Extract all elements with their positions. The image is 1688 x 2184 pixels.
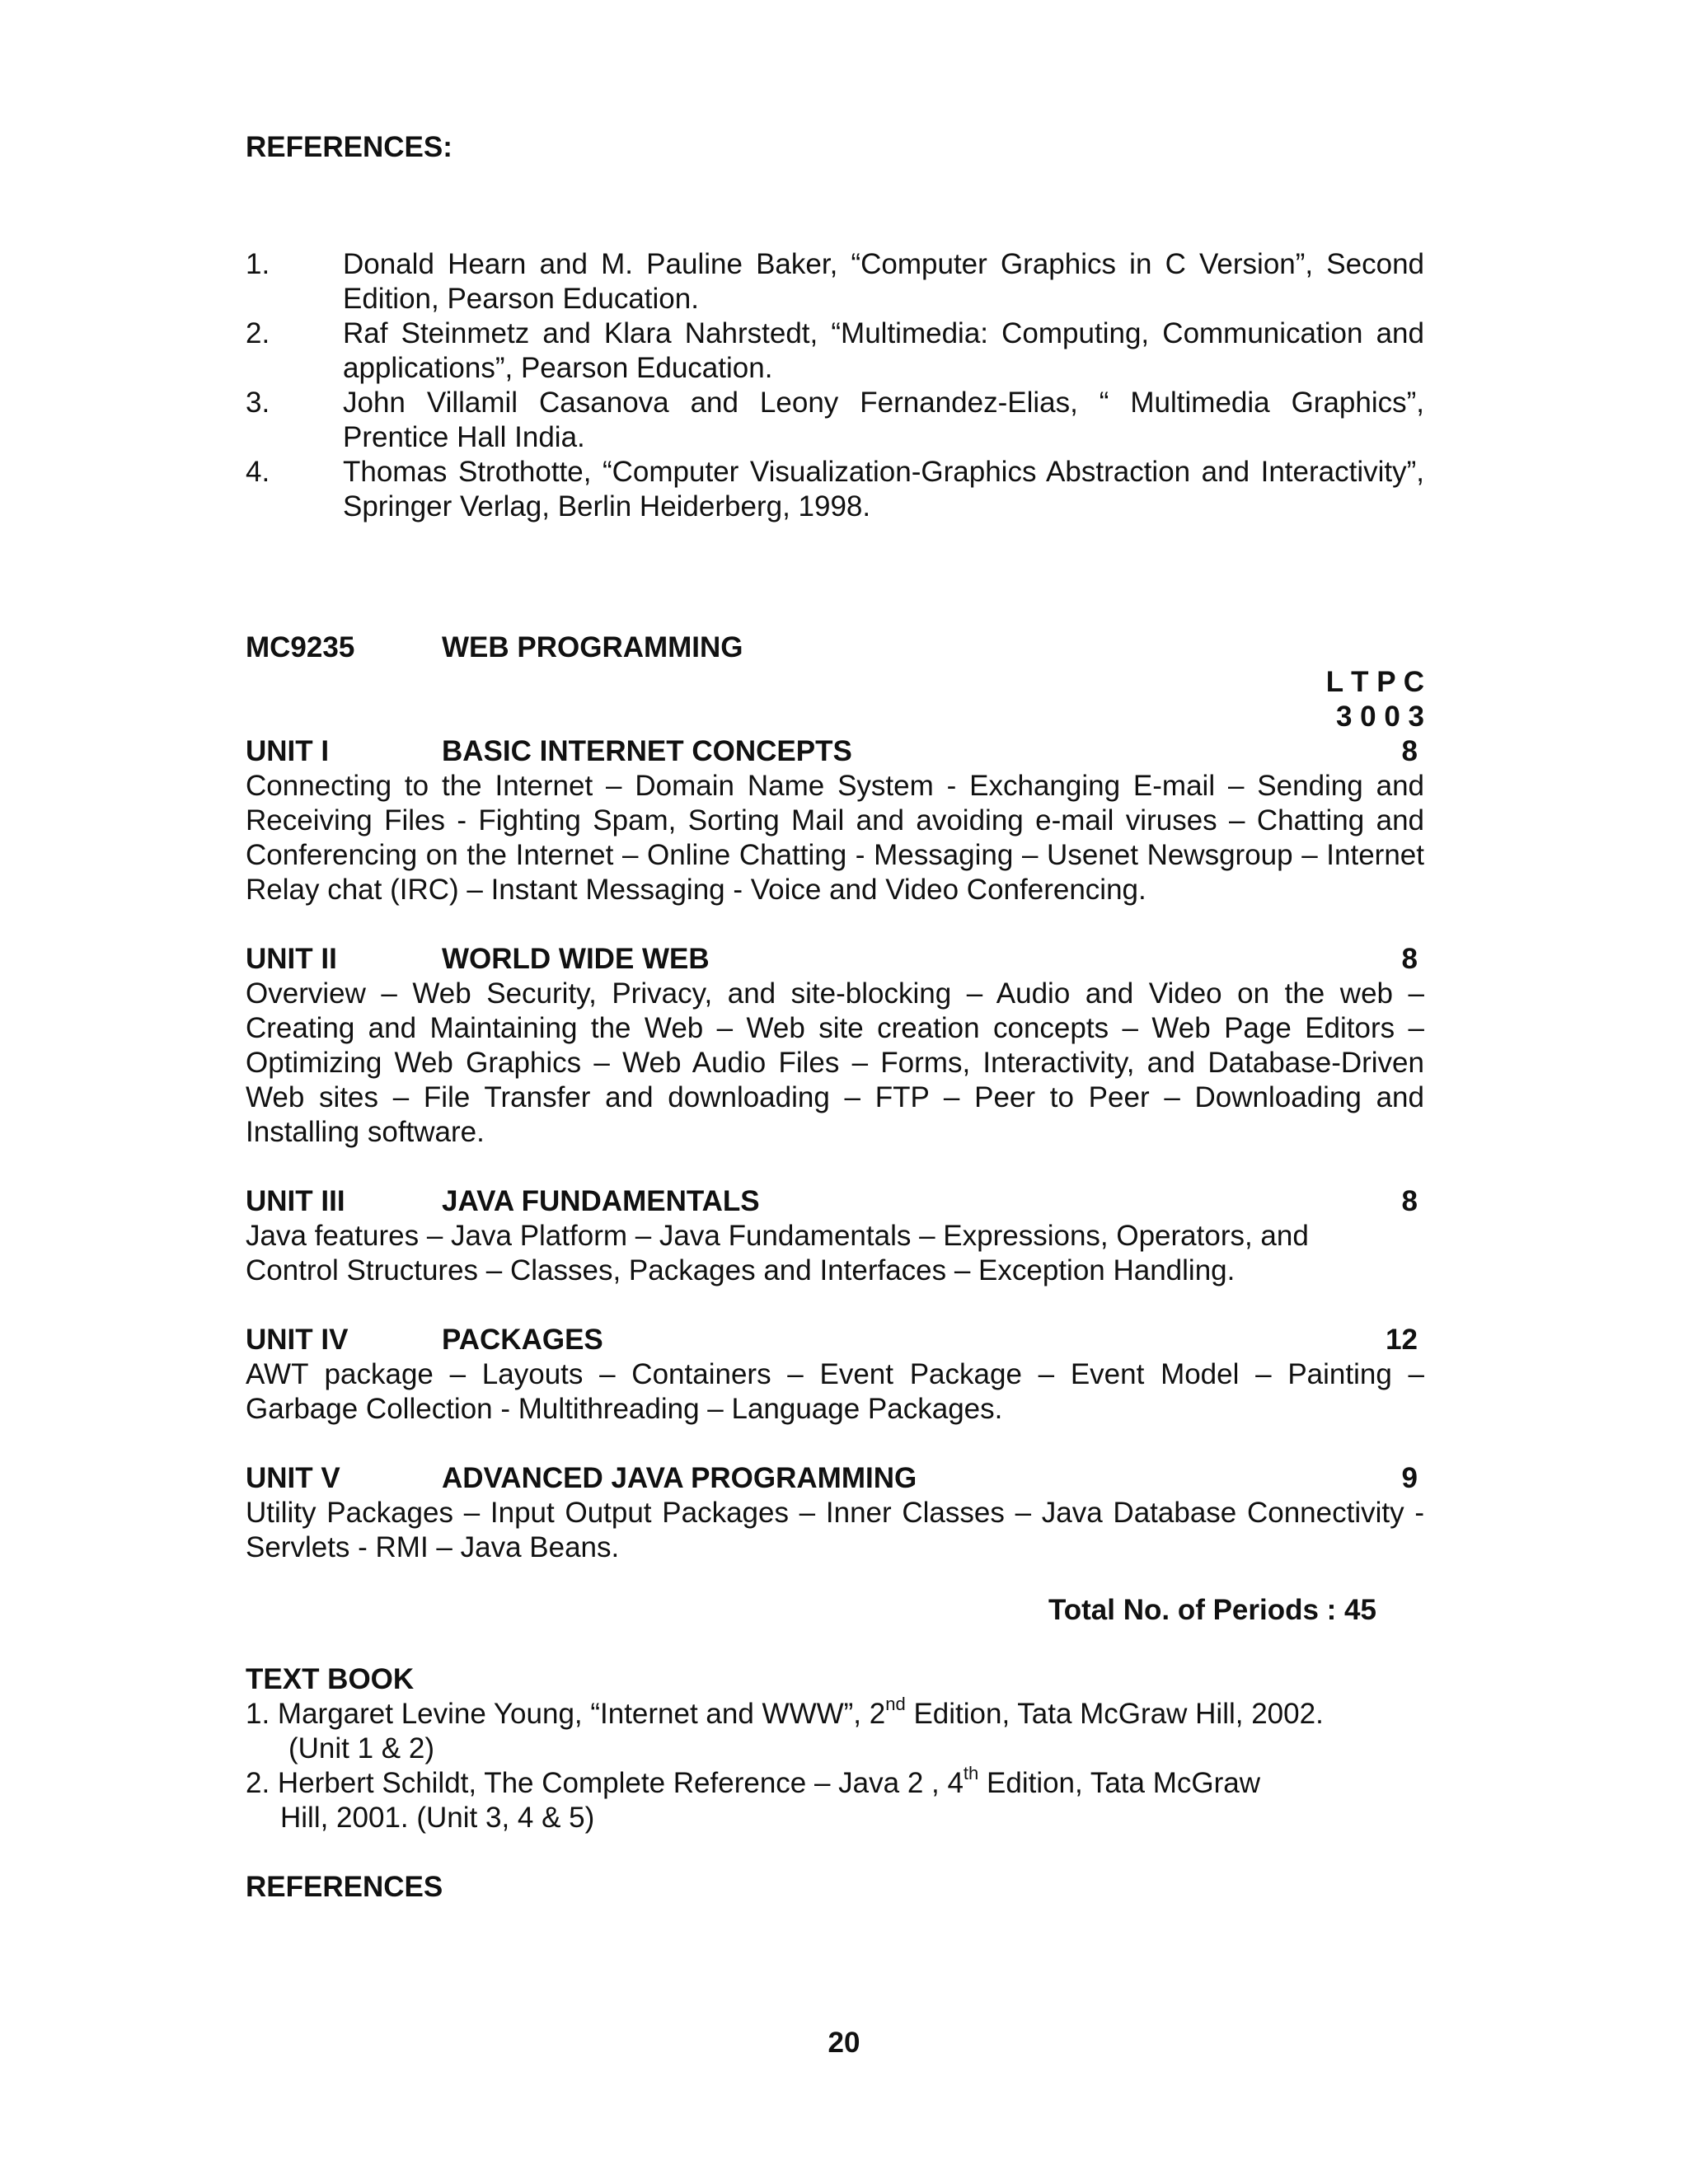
unit-body: Connecting to the Internet – Domain Name System - Exchanging E-mail – Sending and Receiving Files - Fighting Spam, Sorting Mail and avoiding e-mail viruses – Chatting and Conferencing on the Internet – Online Chatting - Messaging – Usenet Newsgroup – Internet Relay chat (IRC) – Instant Messaging - Voice and Video Conferencing. [246, 770, 1424, 906]
unit-section [246, 1461, 1424, 1565]
reference-number: 3. [246, 387, 270, 419]
reference-text: Thomas Strothotte, “Computer Visualization-Graphics Abstraction and Interactivity”, Springer Verlag, Berlin Heiderberg, 1998. [343, 456, 1424, 523]
unit-title: WORLD WIDE WEB [442, 943, 710, 975]
unit-hours: 12 [1386, 1324, 1418, 1356]
references-list [246, 247, 1424, 524]
course-code: MC9235 [246, 631, 355, 663]
unit-title: JAVA FUNDAMENTALS [442, 1185, 760, 1217]
text-book-text: 2. Herbert Schildt, The Complete Reference – Java 2 , 4 [246, 1767, 964, 1799]
ltpc-values: 3 0 0 3 [1335, 701, 1424, 733]
text-book-line [246, 1694, 1424, 1732]
unit-section [246, 1184, 1424, 1288]
unit-body: Overview – Web Security, Privacy, and site-blocking – Audio and Video on the web – Creating and Maintaining the Web – Web site creation concepts – Web Page Editors – Optimizing Web Graphics – Web Audio Files – Forms, Interactivity, and Database-Driven Web sites – File Transfer and downloading – FTP – Peer to Peer – Downloading and Installing software. [246, 977, 1424, 1148]
ltpc-label: L T P C [1325, 666, 1424, 698]
reference-item [246, 316, 1424, 386]
unit-number: UNIT IV [246, 1324, 349, 1356]
references-heading-bottom: REFERENCES [246, 1871, 443, 1903]
unit-title: PACKAGES [442, 1324, 603, 1356]
unit-hours: 9 [1401, 1462, 1418, 1494]
text-book-heading: TEXT BOOK [246, 1663, 415, 1695]
unit-heading [246, 1461, 1424, 1496]
unit-section [246, 942, 1424, 1150]
text-book-line: Hill, 2001. (Unit 3, 4 & 5) [280, 1802, 595, 1834]
unit-title: BASIC INTERNET CONCEPTS [442, 735, 852, 767]
text-book-line: (Unit 1 & 2) [288, 1732, 434, 1765]
reference-text: Donald Hearn and M. Pauline Baker, “Computer Graphics in C Version”, Second Edition, Pearson Education. [343, 248, 1424, 315]
text-book-text: 1. Margaret Levine Young, “Internet and WWW”, 2 [246, 1698, 886, 1730]
unit-number: UNIT V [246, 1462, 340, 1494]
reference-text: Raf Steinmetz and Klara Nahrstedt, “Multimedia: Computing, Communication and applications”, Pearson Education. [343, 317, 1424, 384]
unit-section [246, 1323, 1424, 1427]
unit-heading [246, 942, 1424, 977]
reference-number: 2. [246, 317, 270, 349]
reference-item [246, 455, 1424, 524]
unit-hours: 8 [1401, 943, 1418, 975]
unit-body: AWT package – Layouts – Containers – Event Package – Event Model – Painting – Garbage Collection - Multithreading – Language Packages. [246, 1358, 1424, 1425]
unit-heading [246, 1184, 1424, 1219]
unit-body: Utility Packages – Input Output Packages – Inner Classes – Java Database Connectivity - Servlets - RMI – Java Beans. [246, 1497, 1424, 1563]
unit-number: UNIT III [246, 1185, 345, 1217]
reference-text: John Villamil Casanova and Leony Fernandez-Elias, “ Multimedia Graphics”, Prentice Hall India. [343, 387, 1424, 453]
text-book-text: Edition, Tata McGraw Hill, 2002. [905, 1698, 1324, 1730]
unit-hours: 8 [1401, 735, 1418, 767]
unit-number: UNIT II [246, 943, 337, 975]
text-book-item [246, 1763, 1424, 1835]
references-heading: REFERENCES: [246, 131, 452, 163]
total-periods: Total No. of Periods : 45 [1048, 1594, 1376, 1626]
unit-section [246, 734, 1424, 907]
unit-body-line: Java features – Java Platform – Java Fundamentals – Expressions, Operators, and [246, 1220, 1309, 1252]
page-number: 20 [828, 2027, 860, 2059]
text-book-text: Edition, Tata McGraw [978, 1767, 1260, 1799]
unit-hours: 8 [1401, 1185, 1418, 1217]
reference-item [246, 247, 1424, 316]
reference-item [246, 386, 1424, 455]
superscript: nd [885, 1694, 906, 1714]
text-book-item [246, 1694, 1424, 1766]
unit-number: UNIT I [246, 735, 330, 767]
unit-heading [246, 734, 1424, 769]
course-title: WEB PROGRAMMING [442, 631, 743, 663]
reference-number: 4. [246, 456, 270, 488]
unit-body-line: Control Structures – Classes, Packages and Interfaces – Exception Handling. [246, 1254, 1236, 1286]
unit-heading [246, 1323, 1424, 1357]
text-book-line [246, 1763, 1424, 1801]
reference-number: 1. [246, 248, 270, 280]
unit-title: ADVANCED JAVA PROGRAMMING [442, 1462, 917, 1494]
ltpc-block [1177, 665, 1424, 734]
superscript: th [963, 1763, 979, 1783]
